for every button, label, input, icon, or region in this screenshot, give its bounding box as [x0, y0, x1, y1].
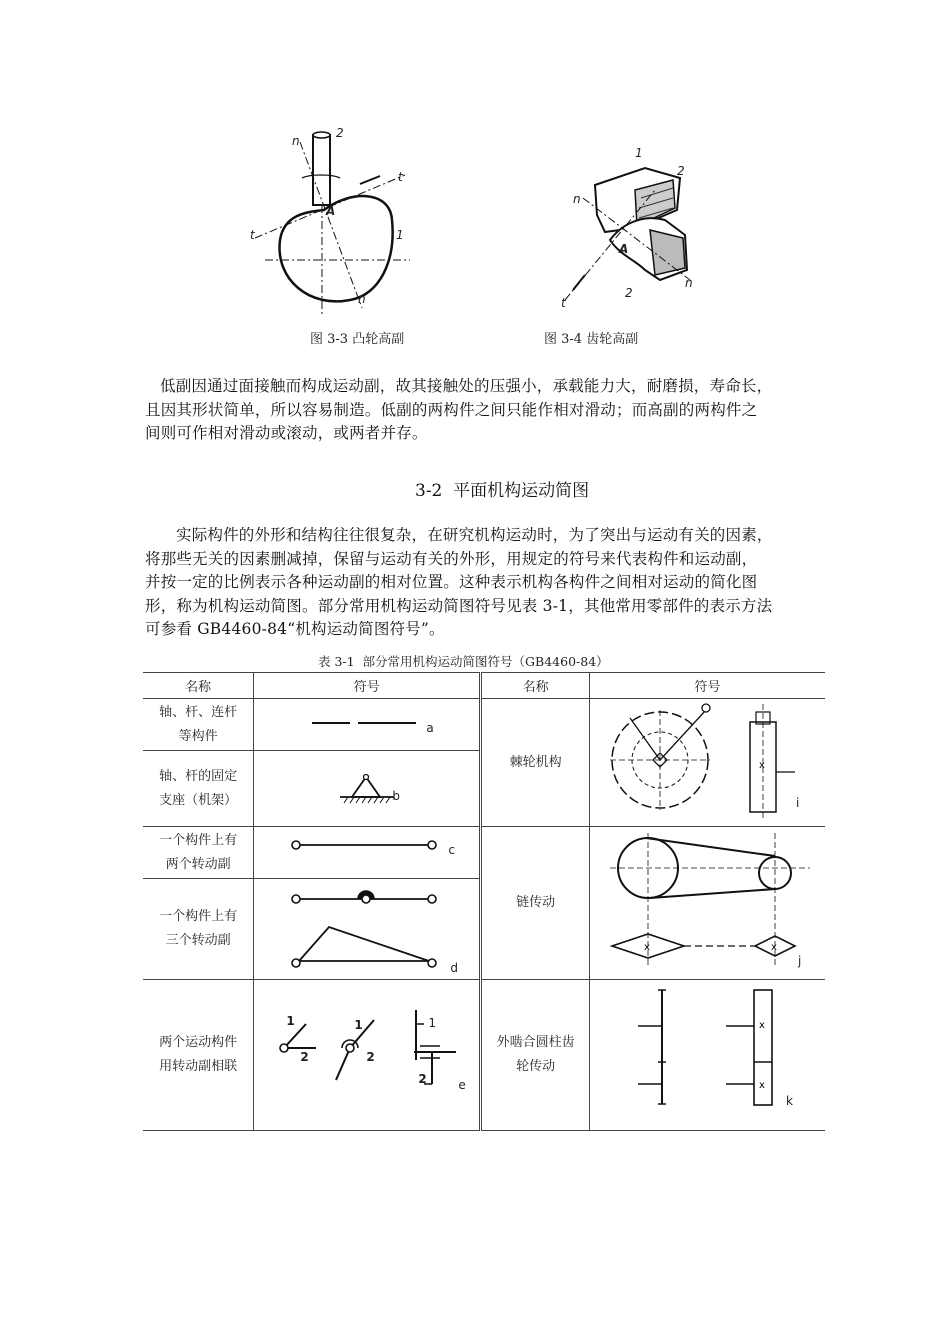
symbol-table — [143, 672, 825, 1131]
label-n-right: n — [685, 276, 693, 290]
label-t: t — [561, 296, 566, 310]
svg-text:x: x — [758, 1080, 765, 1091]
symbol-j: x x j — [589, 827, 825, 980]
row-name: 轴、杆、连杆 等构件 — [143, 699, 254, 751]
row-name: 外啮合圆柱齿 轮传动 — [481, 980, 590, 1131]
paragraph-1 — [145, 375, 835, 446]
table-row — [143, 980, 825, 1131]
svg-text:x: x — [758, 1020, 765, 1031]
gear-drawing — [555, 140, 725, 320]
label-t-left: t — [250, 228, 255, 242]
label-2: 2 — [625, 286, 633, 300]
symbol-i: x i — [589, 699, 825, 827]
label-n-left: n — [573, 192, 581, 206]
paragraph-2 — [145, 524, 835, 642]
figure-3-3-caption: 图 3-3 凸轮高副 — [310, 332, 405, 347]
symbol-c: c — [254, 827, 481, 879]
label-2-top: 2 — [677, 164, 685, 178]
cam-drawing — [240, 120, 420, 320]
symbol-b: b — [254, 751, 481, 827]
svg-text:x: x — [770, 941, 777, 953]
symbol-e: 1 2 1 2 1 2 e — [254, 980, 481, 1131]
paragraph-2-line: 形，称为机构运动简图。部分常用机构运动简图符号见表 3-1，其他常用零部件的表示方法 — [145, 596, 773, 615]
label-n-bottom: n — [358, 292, 366, 306]
label-A: A — [619, 242, 629, 256]
label-n-top: n — [292, 134, 300, 148]
svg-text:x: x — [758, 759, 765, 771]
paragraph-2-line: 将那些无关的因素删减掉，保留与运动有关的外形，用规定的符号来代表构件和运动副， — [145, 549, 758, 568]
row-name: 一个构件上有 三个转动副 — [143, 879, 254, 980]
header-symbol-right: 符号 — [589, 673, 825, 699]
paragraph-2-line: 并按一定的比例表示各种运动副的相对位置。这种表示机构各构件之间相对运动的简化图 — [145, 573, 758, 591]
symbol-k: x x k — [589, 980, 825, 1131]
paragraph-1-line: 间则可作相对滑动或滚动，或两者并存。 — [145, 424, 428, 442]
header-name-right: 名称 — [481, 673, 590, 699]
figure-3-4 — [555, 140, 725, 320]
paragraph-2-line: 可参看 GB4460-84“机构运动简图符号”。 — [145, 620, 445, 638]
row-name: 链传动 — [481, 827, 590, 980]
paragraph-2-line: 实际构件的外形和结构往往很复杂，在研究机构运动时，为了突出与运动有关的因素， — [176, 526, 773, 544]
row-name: 两个运动构件 用转动副相联 — [143, 980, 254, 1131]
svg-text:x: x — [643, 941, 650, 953]
label-2: 2 — [336, 126, 344, 140]
symbol-a: a — [254, 699, 481, 751]
row-name: 轴、杆的固定 支座（机架） — [143, 751, 254, 827]
paragraph-1-line: 低副因通过面接触而构成运动副，故其接触处的压强小，承载能力大，耐磨损，寿命长， — [160, 377, 773, 395]
section-heading: 3-2 平面机构运动简图 — [415, 481, 590, 501]
header-name-left: 名称 — [143, 673, 254, 699]
row-name: 棘轮机构 — [481, 699, 590, 827]
label-1: 1 — [396, 228, 404, 242]
table-header-row — [143, 673, 825, 699]
figure-3-4-caption: 图 3-4 齿轮高副 — [544, 332, 639, 347]
row-name: 一个构件上有 两个转动副 — [143, 827, 254, 879]
table-caption: 表 3-1 部分常用机构运动简图符号（GB4460-84） — [318, 654, 609, 669]
label-A: A — [326, 204, 336, 218]
figure-3-3 — [240, 120, 420, 320]
header-symbol-left: 符号 — [254, 673, 481, 699]
label-t-right: t — [398, 170, 403, 184]
table-row — [143, 699, 825, 751]
label-1: 1 — [635, 146, 643, 160]
symbol-d: d — [254, 879, 481, 980]
paragraph-1-line: 且因其形状简单，所以容易制造。低副的两构件之间只能作相对滑动；而高副的两构件之 — [145, 400, 758, 419]
table-row — [143, 827, 825, 879]
